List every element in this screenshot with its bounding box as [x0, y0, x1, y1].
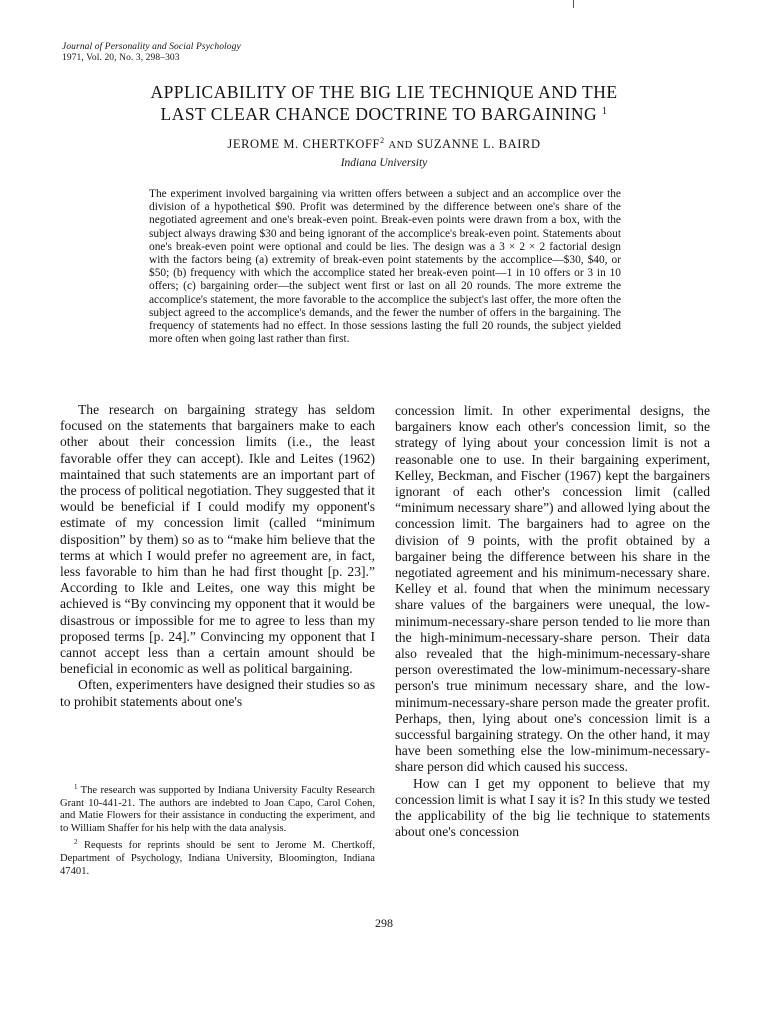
body-paragraph: The research on bargaining strategy has seldom focused on the statements that bargainers make to each other about their concession limits (i.e., the least favorable offer they can accept). Ikle and Leites (1962) maintained that such statements are an important part of the process of political negotiation. They suggested that it would be beneficial if I could modify my opponent's estimate of my concession limit (called “minimum disposition” by them) so as to “make him believe that the terms at which I would prefer no agreement are, in fact, less favorable to him than he had first thought [p. 23].” According to Ikle and Leites, one way this might be achieved is “By convincing my opponent that it would be disastrous or impossible for me to agree to less than my proposed terms [p. 24].” Convincing my opponent that I cannot accept less than a certain amount should be beneficial in economic as well as political bargaining. [60, 402, 375, 677]
journal-header [62, 42, 241, 64]
title-line-2 [0, 102, 768, 124]
author-line [0, 136, 768, 152]
footnote-1-mark: 1 [74, 783, 78, 791]
affiliation: Indiana University [340, 157, 428, 169]
author-2: SUZANNE L. BAIRD [416, 137, 541, 151]
body-paragraph: How can I get my opponent to believe that my concession limit is what I say it is? In this study we tested the applicability of the big lie technique to statements about one's concession [395, 775, 710, 840]
journal-volume: 1971, Vol. 20, No. 3, 298–303 [62, 53, 180, 63]
scan-mark [573, 0, 574, 8]
author-1: JEROME M. CHERTKOFF [227, 137, 381, 151]
footnote-1-text: The research was supported by Indiana University Faculty Research Grant 10-441-21. The authors are indebted to Joan Capo, Carol Cohen, and Matie Flowers for their assistance in conducting the experiment, and to William Shaffer for his help with the data analysis. [60, 785, 375, 834]
author-conjunction: AND [388, 140, 413, 151]
title-footnote-mark: 1 [601, 106, 608, 117]
footnote-2 [60, 836, 375, 878]
author-1-footnote-mark: 2 [380, 136, 385, 145]
body-column-left [60, 402, 375, 710]
article-title [0, 82, 768, 124]
body-paragraph: Often, experimenters have designed their studies so as to prohibit statements about one's [60, 677, 375, 709]
body-paragraph: concession limit. In other experimental designs, the bargainers know each other's concession limit, so the strategy of lying about your concession limit is not a reasonable one to use. In their bargaining experiment, Kelley, Beckman, and Fischer (1967) kept the bargainers ignorant of each other's concession limit (called “minimum necessary share”) and allowed lying about the concession limit. The bargainers had to agree on the division of 9 points, with the profit obtained by a bargainer being the difference between his share in the negotiated agreement and his minimum-necessary share. Kelley et al. found that when the minimum necessary share values of the bargainers were unequal, the low-minimum-necessary-share person tended to lie more than the high-minimum-necessary-share person. Their data also revealed that the high-minimum-necessary-share person overestimated the low-minimum-necessary-share person's true minimum necessary share, and the low-minimum-necessary-share person made the greater profit. Perhaps, then, lying about one's concession limit is a successful bargaining strategy. On the other hand, it may have been something else the low-minimum-necessary-share person did which caused his success. [395, 403, 710, 775]
title-line-1: APPLICABILITY OF THE BIG LIE TECHNIQUE AND THE [150, 82, 618, 102]
footnotes [60, 781, 375, 879]
footnote-1 [60, 781, 375, 835]
footnote-2-text: Requests for reprints should be sent to Jerome M. Chertkoff, Department of Psychology, Indiana University, Bloomington, Indiana 47401. [60, 840, 375, 877]
page-number: 298 [375, 916, 393, 930]
journal-name: Journal of Personality and Social Psychology [62, 42, 241, 52]
title-line-2-text: LAST CLEAR CHANCE DOCTRINE TO BARGAINING [160, 104, 598, 124]
abstract: The experiment involved bargaining via written offers between a subject and an accomplice over the division of a hypothetical $90. Profit was determined by the difference between one's share of the negotiated agreement and one's break-even point. Break-even points were drawn from a box, with the subject always drawing $30 and being ignorant of the accomplice's break-even point. Statements about one's break-even point were optional and could be lies. The design was a 3 × 2 × 2 factorial design with the factors being (a) extremity of break-even point statements by the accomplice—$30, $40, or $50; (b) frequency with which the accomplice stated her break-even point—1 in 10 offers or 3 in 10 offers; (c) bargaining order—the subject went first or last on all 20 rounds. The more extreme the accomplice's statement, the more favorable to the accomplice the subject's last offer, the more often the subject agreed to the accomplice's demands, and the fewer the number of offers in the bargaining. The frequency of statements had no effect. In those sessions lasting the full 20 rounds, the subject yielded more often when going last rather than first. [149, 188, 621, 346]
footnote-2-mark: 2 [74, 838, 78, 847]
body-column-right [395, 403, 710, 840]
